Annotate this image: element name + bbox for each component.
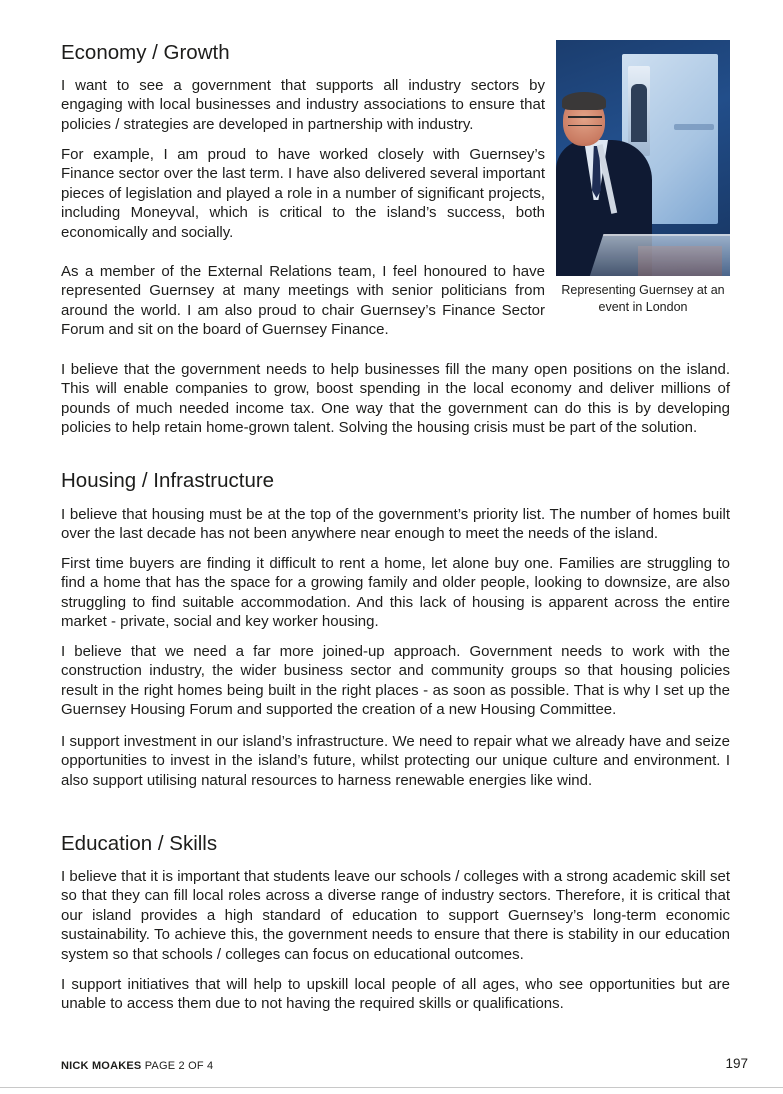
screen-text-block bbox=[674, 124, 714, 130]
section-heading-education: Education / Skills bbox=[61, 832, 218, 855]
footer-divider bbox=[0, 1087, 783, 1088]
housing-paragraph-2: First time buyers are finding it difficult to rent a home, let alone buy one. Families are struggling to find a home that has the space for a growing family and older people, looking to downsize, are also struggling to find suitable accommodation. And this lack of housing is apparent across the entire market - private, social and key worker housing. bbox=[61, 555, 730, 631]
education-paragraph-1: I believe that it is important that students leave our schools / colleges with a strong academic skill set so that they can fill local roles across a diverse range of industry sectors. Therefore, it is critical that our island provides a high standard of education to support Guernsey’s long-term economic sustainability. To achieve this, the government needs to ensure that there is stability in our education system so that schools / colleges can focus on educational outcomes. bbox=[61, 868, 730, 963]
economy-paragraph-3: As a member of the External Relations team, I feel honoured to have represented Guernsey at many meetings with senior politicians from around the world. I am also proud to chair Guernsey’s Finance Sector Forum and sit on the board of Guernsey Finance. bbox=[61, 263, 545, 339]
footer-page-label: PAGE 2 OF 4 bbox=[144, 1060, 214, 1072]
economy-paragraph-2: For example, I am proud to have worked closely with Guernsey’s Finance sector over the last term. I have also delivered several important pieces of legislation and played a role in a number of significant projects, including Moneyval, which is critical to the island’s success, both economically and socially. bbox=[61, 146, 545, 241]
housing-paragraph-3: I believe that we need a far more joined-up approach. Government needs to work with the construction industry, the wider business sector and community groups so that housing policies result in the right homes being built in the right places - as soon as possible. That is why I set up the Guernsey Housing Forum and supported the creation of a new Housing Committee. bbox=[61, 643, 730, 719]
footer-candidate-name: NICK MOAKES bbox=[61, 1060, 142, 1072]
economy-paragraph-1: I want to see a government that supports all industry sectors by engaging with local businesses and industry associations to ensure that policies / strategies are developed in partnership with industry. bbox=[61, 77, 545, 133]
section-heading-housing: Housing / Infrastructure bbox=[61, 469, 275, 492]
footer-candidate-page bbox=[61, 1059, 213, 1073]
footer-page-number: 197 bbox=[725, 1056, 748, 1071]
housing-paragraph-4: I support investment in our island’s infrastructure. We need to repair what we already have and seize opportunities to invest in the island’s future, whilst protecting our unique culture and environment. I also support utilising natural resources to harness renewable energies like wind. bbox=[61, 733, 730, 789]
speaker-glasses bbox=[568, 116, 602, 126]
speaker-hair bbox=[562, 92, 606, 110]
screen-inset-figure bbox=[631, 84, 647, 142]
speaker-photo bbox=[556, 40, 730, 276]
economy-paragraph-4: I believe that the government needs to help businesses fill the many open positions on the island. This will enable companies to grow, boost spending in the local economy and deliver millions of pounds of much needed income tax. One way that the government can do this is by developing policies to help retain home-grown talent. Solving the housing crisis must be part of the solution. bbox=[61, 361, 730, 437]
section-heading-economy: Economy / Growth bbox=[61, 41, 230, 64]
photo-caption: Representing Guernsey at an event in London bbox=[561, 283, 725, 314]
housing-paragraph-1: I believe that housing must be at the top of the government’s priority list. The number of homes built over the last decade has not been anywhere near enough to meet the needs of the island. bbox=[61, 506, 730, 543]
glass-lectern bbox=[589, 234, 730, 276]
education-paragraph-2: I support initiatives that will help to upskill local people of all ages, who see opportunities but are unable to access them due to not having the required skills or qualifications. bbox=[61, 976, 730, 1013]
